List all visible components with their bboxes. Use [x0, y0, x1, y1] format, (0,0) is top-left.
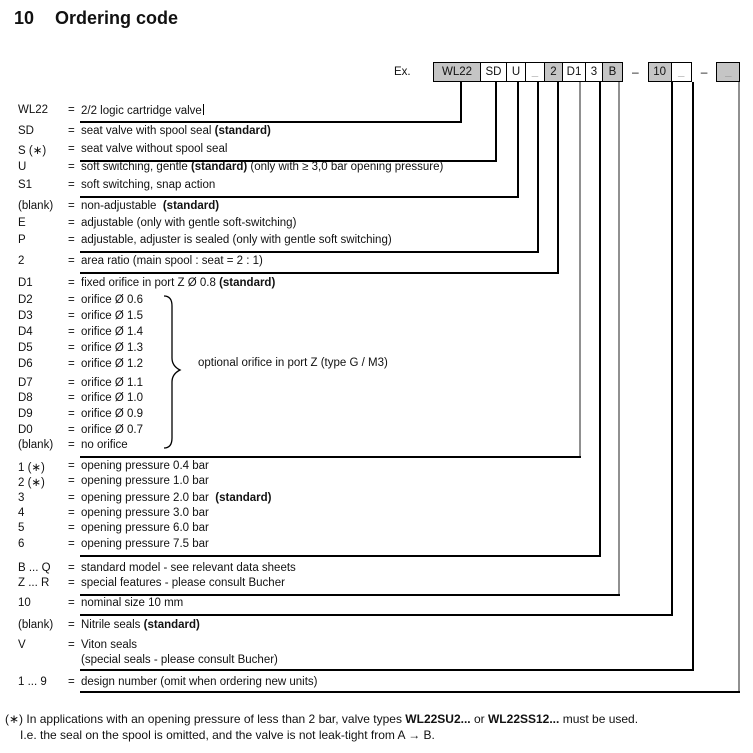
text: design number (omit when ordering new units): [81, 676, 318, 688]
row-description: [81, 676, 318, 688]
text: (only with ≥ 3,0 bar opening pressure): [247, 161, 444, 173]
code-box-label: SD: [485, 66, 502, 78]
page-title: Ordering code: [55, 8, 179, 28]
row-description: [81, 125, 271, 137]
text: no orifice: [81, 439, 128, 451]
separator-dash: –: [632, 65, 639, 79]
row-underline: [80, 121, 462, 123]
text: non-adjustable: [81, 200, 163, 212]
row-description: [81, 507, 209, 519]
equals-sign: =: [68, 179, 75, 191]
text: opening pressure 2.0 bar: [81, 492, 216, 504]
text: orifice Ø 1.3: [81, 342, 143, 354]
row-description: [81, 161, 443, 173]
row-description: [81, 143, 227, 155]
connector-line: [692, 82, 694, 669]
text: fixed orifice in port Z Ø 0.8: [81, 277, 220, 289]
row-code: 1 ... 9: [18, 676, 47, 688]
row-code: 4: [18, 507, 25, 519]
equals-sign: =: [68, 294, 75, 306]
equals-sign: =: [68, 143, 75, 155]
text: nominal size 10 mm: [81, 597, 184, 609]
row-description: [81, 294, 143, 306]
equals-sign: =: [68, 310, 75, 322]
connector-line: [537, 82, 539, 251]
row-code: (blank): [18, 619, 54, 631]
row-code: D2: [18, 294, 33, 306]
text: seat valve without spool seal: [81, 143, 228, 155]
row-code: 6: [18, 538, 25, 550]
text: Viton seals: [81, 639, 138, 651]
connector-line: [618, 82, 620, 594]
row-description: [81, 408, 143, 420]
equals-sign: =: [68, 392, 75, 404]
text: standard model - see relevant data sheets: [81, 562, 296, 574]
code-box-label: _: [531, 66, 539, 78]
connector-line: [517, 82, 519, 196]
row-description: [81, 392, 143, 404]
text: must be used.: [559, 712, 639, 726]
text: orifice Ø 1.4: [81, 326, 143, 338]
row-description: [81, 619, 200, 631]
text: orifice Ø 0.9: [81, 408, 143, 420]
bold-text: (standard): [214, 125, 271, 137]
example-label: Ex.: [394, 66, 411, 78]
connector-line: [495, 82, 497, 160]
bold-text: WL22SS12...: [487, 712, 560, 726]
row-code: D9: [18, 408, 33, 420]
text: 2/2 logic cartridge valve: [81, 105, 202, 117]
row-description: [81, 522, 209, 534]
equals-sign: =: [68, 439, 75, 451]
row-code: D3: [18, 310, 33, 322]
text: opening pressure 0.4 bar: [81, 460, 209, 472]
row-code: 10: [18, 597, 31, 609]
code-box-SD: [480, 62, 507, 82]
equals-sign: =: [68, 217, 75, 229]
equals-sign: =: [68, 639, 75, 651]
bold-text: (standard): [190, 161, 248, 173]
row-code: D1: [18, 277, 33, 289]
row-description: [81, 326, 143, 338]
code-box-label: _: [725, 66, 732, 78]
row-description: [81, 597, 183, 609]
text: soft switching, gentle: [81, 161, 191, 173]
row-description: [81, 358, 143, 370]
row-description: [81, 460, 209, 472]
equals-sign: =: [68, 676, 75, 688]
text: area ratio (main spool : seat = 2 : 1): [81, 255, 263, 267]
separator-dash: –: [700, 65, 708, 79]
code-box-2: [544, 62, 563, 82]
equals-sign: =: [68, 408, 75, 420]
text: Nitrile seals: [81, 619, 144, 631]
row-description: [81, 234, 392, 246]
code-box-B: [602, 62, 623, 82]
bold-text: WL22SU2...: [405, 712, 471, 726]
text: (∗) In applications with an opening pressure of less than 2 bar, valve types: [5, 712, 406, 726]
connector-line: [460, 82, 462, 121]
grouping-brace-icon: [160, 294, 184, 450]
equals-sign: =: [68, 377, 75, 389]
row-code: 5: [18, 522, 25, 534]
code-box-10: [648, 62, 672, 82]
connector-line: [738, 82, 740, 691]
text: orifice Ø 0.6: [81, 294, 143, 306]
equals-sign: =: [68, 104, 75, 116]
text: opening pressure 3.0 bar: [81, 507, 209, 519]
row-description: [81, 104, 204, 117]
text: special features - please consult Bucher: [81, 577, 285, 589]
row-code: S1: [18, 179, 33, 191]
connector-line: [557, 82, 559, 272]
text-caret: [203, 104, 205, 115]
code-box-label: B: [608, 66, 617, 78]
row-description: [81, 492, 272, 504]
row-description: [81, 654, 278, 666]
text: opening pressure 1.0 bar: [81, 475, 209, 487]
code-box-label: 3: [590, 66, 598, 78]
row-code: E: [18, 217, 26, 229]
bold-text: (standard): [215, 492, 272, 504]
text: opening pressure 7.5 bar: [81, 538, 209, 550]
text: seat valve with spool seal: [81, 125, 215, 137]
equals-sign: =: [68, 577, 75, 589]
row-description: [81, 200, 219, 212]
code-box-label: _: [677, 66, 685, 78]
code-box-_: [716, 62, 740, 82]
row-description: [81, 562, 296, 574]
code-box-_: [525, 62, 545, 82]
bold-text: (standard): [162, 200, 220, 212]
code-box-3: [585, 62, 603, 82]
row-code: D5: [18, 342, 33, 354]
equals-sign: =: [68, 277, 75, 289]
equals-sign: =: [68, 125, 75, 137]
equals-sign: =: [68, 522, 75, 534]
row-code: P: [18, 234, 26, 246]
row-code: V: [18, 639, 26, 651]
equals-sign: =: [68, 326, 75, 338]
row-code: Z ... R: [18, 577, 50, 589]
row-underline: [80, 594, 620, 596]
text: or: [470, 712, 488, 726]
connector-line: [579, 82, 581, 456]
ordering-code-box-strip: [433, 62, 740, 82]
equals-sign: =: [68, 562, 75, 574]
row-underline: [80, 555, 601, 557]
row-description: [81, 475, 209, 487]
row-underline: [80, 251, 539, 253]
code-box-label: D1: [566, 66, 582, 78]
row-description: [81, 217, 296, 229]
equals-sign: =: [68, 460, 75, 472]
code-box-D1: [562, 62, 586, 82]
row-description: [81, 310, 143, 322]
text: orifice Ø 0.7: [81, 424, 143, 436]
code-box-label: WL22: [441, 66, 473, 78]
row-code: D0: [18, 424, 33, 436]
row-description: [81, 639, 137, 651]
text: orifice Ø 1.1: [81, 377, 143, 389]
section-number: 10: [14, 8, 35, 28]
row-code: (blank): [18, 439, 54, 451]
row-code: D4: [18, 326, 33, 338]
equals-sign: =: [68, 358, 75, 370]
row-description: [81, 277, 275, 289]
text: adjustable, adjuster is sealed (only with gentle soft switching): [81, 234, 392, 246]
text: opening pressure 6.0 bar: [81, 522, 209, 534]
equals-sign: =: [68, 475, 75, 487]
text: adjustable (only with gentle soft-switching): [81, 217, 297, 229]
footnote-line-1: [5, 712, 638, 726]
equals-sign: =: [68, 234, 75, 246]
text: (special seals - please consult Bucher): [81, 654, 278, 666]
row-description: [81, 424, 143, 436]
row-underline: [80, 614, 673, 616]
row-code: D7: [18, 377, 33, 389]
row-code: (blank): [18, 200, 54, 212]
row-underline: [80, 272, 559, 274]
row-description: [81, 179, 215, 191]
code-box-_: [671, 62, 692, 82]
row-underline: [80, 691, 740, 693]
row-code: 3: [18, 492, 25, 504]
connector-line: [599, 82, 601, 555]
row-code: U: [18, 161, 27, 173]
equals-sign: =: [68, 161, 75, 173]
equals-sign: =: [68, 200, 75, 212]
orifice-option-note: optional orifice in port Z (type G / M3): [198, 357, 388, 369]
row-underline: [80, 456, 581, 458]
row-description: [81, 577, 285, 589]
equals-sign: =: [68, 597, 75, 609]
bold-text: (standard): [219, 277, 276, 289]
code-box-label: 10: [653, 66, 667, 78]
row-underline: [80, 669, 694, 671]
text: orifice Ø 1.2: [81, 358, 143, 370]
connector-line: [671, 82, 673, 614]
row-description: [81, 377, 143, 389]
row-underline: [80, 196, 519, 198]
row-code: D8: [18, 392, 33, 404]
text: soft switching, snap action: [81, 179, 216, 191]
equals-sign: =: [68, 538, 75, 550]
row-description: [81, 538, 209, 550]
row-code: 1 (∗): [18, 462, 45, 474]
row-description: [81, 255, 263, 267]
row-code: B ... Q: [18, 562, 51, 574]
row-code: 2 (∗): [18, 477, 45, 489]
footnote-line-2: [20, 728, 435, 742]
equals-sign: =: [68, 342, 75, 354]
row-code: 2: [18, 255, 25, 267]
row-code: D6: [18, 358, 33, 370]
bold-text: (standard): [143, 619, 200, 631]
equals-sign: =: [68, 619, 75, 631]
row-code: SD: [18, 125, 34, 137]
row-description: [81, 439, 128, 451]
row-code: WL22: [18, 104, 49, 116]
code-box-U: [506, 62, 526, 82]
code-box-WL22: [433, 62, 481, 82]
equals-sign: =: [68, 492, 75, 504]
equals-sign: =: [68, 507, 75, 519]
code-box-label: 2: [550, 66, 557, 78]
code-box-label: U: [511, 66, 521, 78]
row-code: S (∗): [18, 145, 47, 157]
equals-sign: =: [68, 255, 75, 267]
text: orifice Ø 1.0: [81, 392, 143, 404]
equals-sign: =: [68, 424, 75, 436]
row-description: [81, 342, 143, 354]
text: orifice Ø 1.5: [81, 310, 143, 322]
text: I.e. the seal on the spool is omitted, and the valve is not leak-tight from A → B.: [20, 728, 435, 742]
